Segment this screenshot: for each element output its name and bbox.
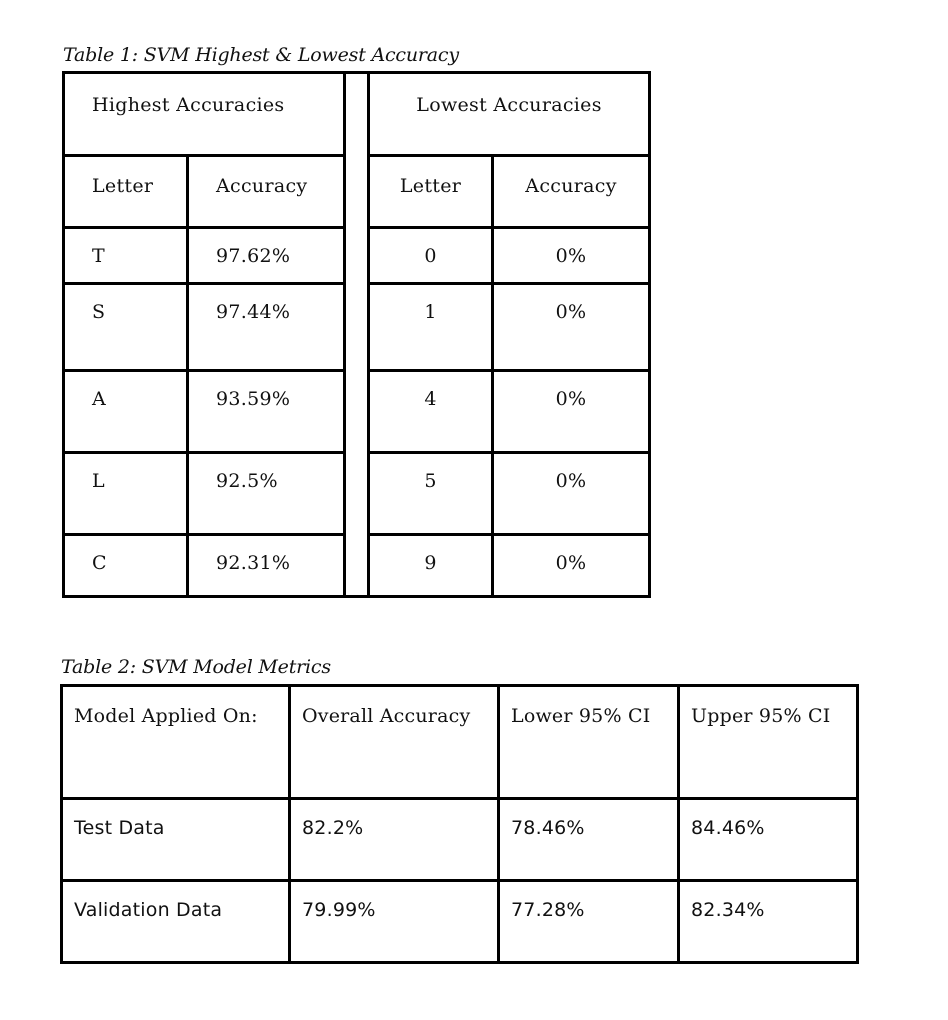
upper-ci-cell: 82.34% — [679, 881, 858, 963]
lowest-letter-cell: 5 — [369, 453, 493, 535]
lowest-letter-cell: 0 — [369, 228, 493, 284]
lowest-letter-cell: 1 — [369, 284, 493, 371]
model-cell: Test Data — [62, 799, 290, 881]
highest-accuracy-cell: 93.59% — [188, 371, 345, 453]
lowest-accuracy-cell: 0% — [493, 371, 650, 453]
table-row — [62, 881, 858, 963]
highest-letter-cell: L — [64, 453, 188, 535]
highest-accuracy-header: Accuracy — [188, 156, 345, 228]
upper-ci-header: Upper 95% CI — [679, 686, 858, 799]
model-applied-header: Model Applied On: — [62, 686, 290, 799]
highest-accuracy-cell: 92.5% — [188, 453, 345, 535]
table-divider — [345, 73, 369, 597]
highest-letter-header: Letter — [64, 156, 188, 228]
lowest-accuracy-cell: 0% — [493, 535, 650, 597]
svm-accuracy-table — [62, 71, 651, 598]
model-cell: Validation Data — [62, 881, 290, 963]
lowest-accuracy-cell: 0% — [493, 284, 650, 371]
highest-accuracies-header: Highest Accuracies — [64, 73, 345, 156]
lowest-letter-cell: 4 — [369, 371, 493, 453]
highest-accuracy-cell: 97.62% — [188, 228, 345, 284]
lowest-accuracies-header: Lowest Accuracies — [369, 73, 650, 156]
lowest-accuracy-cell: 0% — [493, 453, 650, 535]
table2-caption: Table 2: SVM Model Metrics — [61, 656, 331, 678]
overall-accuracy-cell: 82.2% — [290, 799, 499, 881]
highest-accuracy-cell: 92.31% — [188, 535, 345, 597]
highest-letter-cell: S — [64, 284, 188, 371]
highest-letter-cell: C — [64, 535, 188, 597]
lowest-letter-header: Letter — [369, 156, 493, 228]
lowest-accuracy-cell: 0% — [493, 228, 650, 284]
lowest-letter-cell: 9 — [369, 535, 493, 597]
highest-accuracy-cell: 97.44% — [188, 284, 345, 371]
table1-caption: Table 1: SVM Highest & Lowest Accuracy — [63, 44, 459, 66]
highest-letter-cell: A — [64, 371, 188, 453]
upper-ci-cell: 84.46% — [679, 799, 858, 881]
table-row — [62, 799, 858, 881]
overall-accuracy-header: Overall Accuracy — [290, 686, 499, 799]
overall-accuracy-cell: 79.99% — [290, 881, 499, 963]
svm-model-metrics-table — [60, 684, 859, 964]
table1-group-header-row — [64, 73, 650, 156]
highest-letter-cell: T — [64, 228, 188, 284]
lowest-accuracy-header: Accuracy — [493, 156, 650, 228]
lower-ci-cell: 77.28% — [499, 881, 679, 963]
lower-ci-cell: 78.46% — [499, 799, 679, 881]
table2-header-row — [62, 686, 858, 799]
lower-ci-header: Lower 95% CI — [499, 686, 679, 799]
